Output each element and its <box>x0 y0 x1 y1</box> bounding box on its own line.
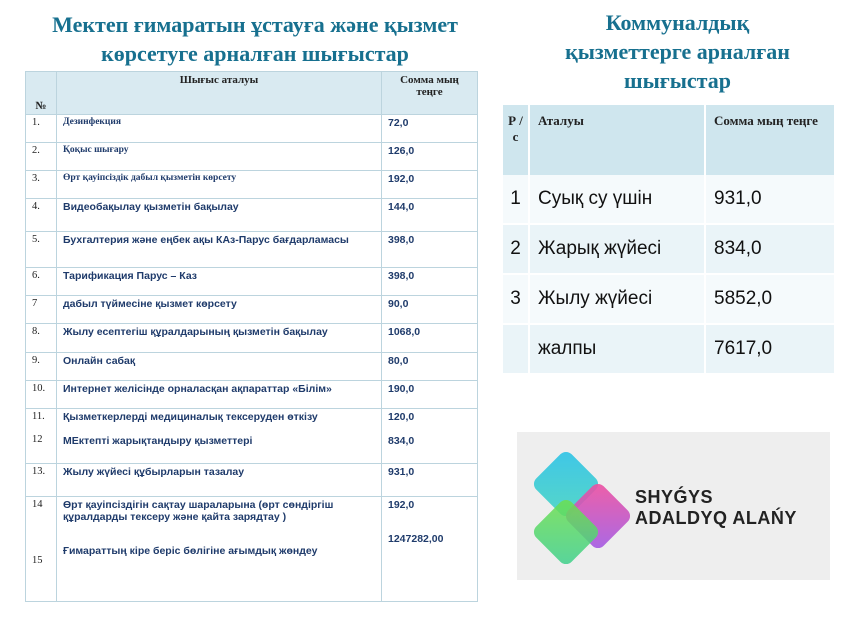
table-row: 2 Жарық жүйесі 834,0 <box>503 224 835 274</box>
table-row: 2. Қоқыс шығару 126,0 <box>26 143 478 171</box>
table-row: 13. Жылу жүйесі құбырларын тазалау 931,0 <box>26 464 478 497</box>
table-row: 8. Жылу есептегіш құралдарының қызметін бақылау 1068,0 <box>26 324 478 353</box>
table-row: 1 Суық су үшін 931,0 <box>503 175 835 224</box>
table-header <box>26 72 478 115</box>
table-row: 3. Өрт қауіпсіздік дабыл қызметін көрсету 192,0 <box>26 171 478 199</box>
header-amount: Сомма мың теңге <box>382 72 478 115</box>
table-row: 6. Тарификация Парус – Каз 398,0 <box>26 268 478 296</box>
logo-panel <box>517 432 830 580</box>
logo-wordmark: SHYǴYS ADALDYQ ALAŃY <box>635 487 797 528</box>
table-header <box>503 105 835 175</box>
logo-mark-icon <box>527 437 637 577</box>
header-amount: Сомма мың теңге <box>705 105 835 175</box>
expenses-table <box>25 71 478 602</box>
header-num: Р / с <box>503 105 529 175</box>
table-row: 7 дабыл түймесіне қызмет көрсету 90,0 <box>26 296 478 324</box>
header-name: Шығыс аталуы <box>57 72 382 115</box>
header-num: № <box>26 72 57 115</box>
table-row: 5. Бухгалтерия және еңбек ақы КАз-Парус бағдарламасы 398,0 <box>26 232 478 268</box>
header-name: Аталуы <box>529 105 705 175</box>
table-row-total: жалпы 7617,0 <box>503 324 835 374</box>
table-row: 4. Видеобақылау қызметін бақылау 144,0 <box>26 199 478 232</box>
table-row: 1. Дезинфекция 72,0 <box>26 115 478 143</box>
right-title: Коммуналдық қызметтерге арналған шығыстар <box>565 10 790 93</box>
table-row: 3 Жылу жүйесі 5852,0 <box>503 274 835 324</box>
table-row: 11. 12 Қызметкерлерді медициналық тексеруден өткізу МЕктепті жарықтандыру қызметтері 120,0 834,0 <box>26 409 478 464</box>
utilities-table <box>503 105 836 375</box>
table-row: 9. Онлайн сабақ 80,0 <box>26 353 478 381</box>
table-row: 10. Интернет желісінде орналасқан ақпараттар «Білім» 190,0 <box>26 381 478 409</box>
table-row: 14 15 Өрт қауіпсіздігін сақтау шараларына (өрт сөндіргіш құралдарды тексеру және қайта зарядтау ) Ғимараттың кіре беріс бөлігіне ағымдық жөндеу 192,0 1247282,00 <box>26 497 478 602</box>
left-title: Мектеп ғимаратын ұстауға және қызмет көрсетуге арналған шығыстар <box>52 12 458 66</box>
